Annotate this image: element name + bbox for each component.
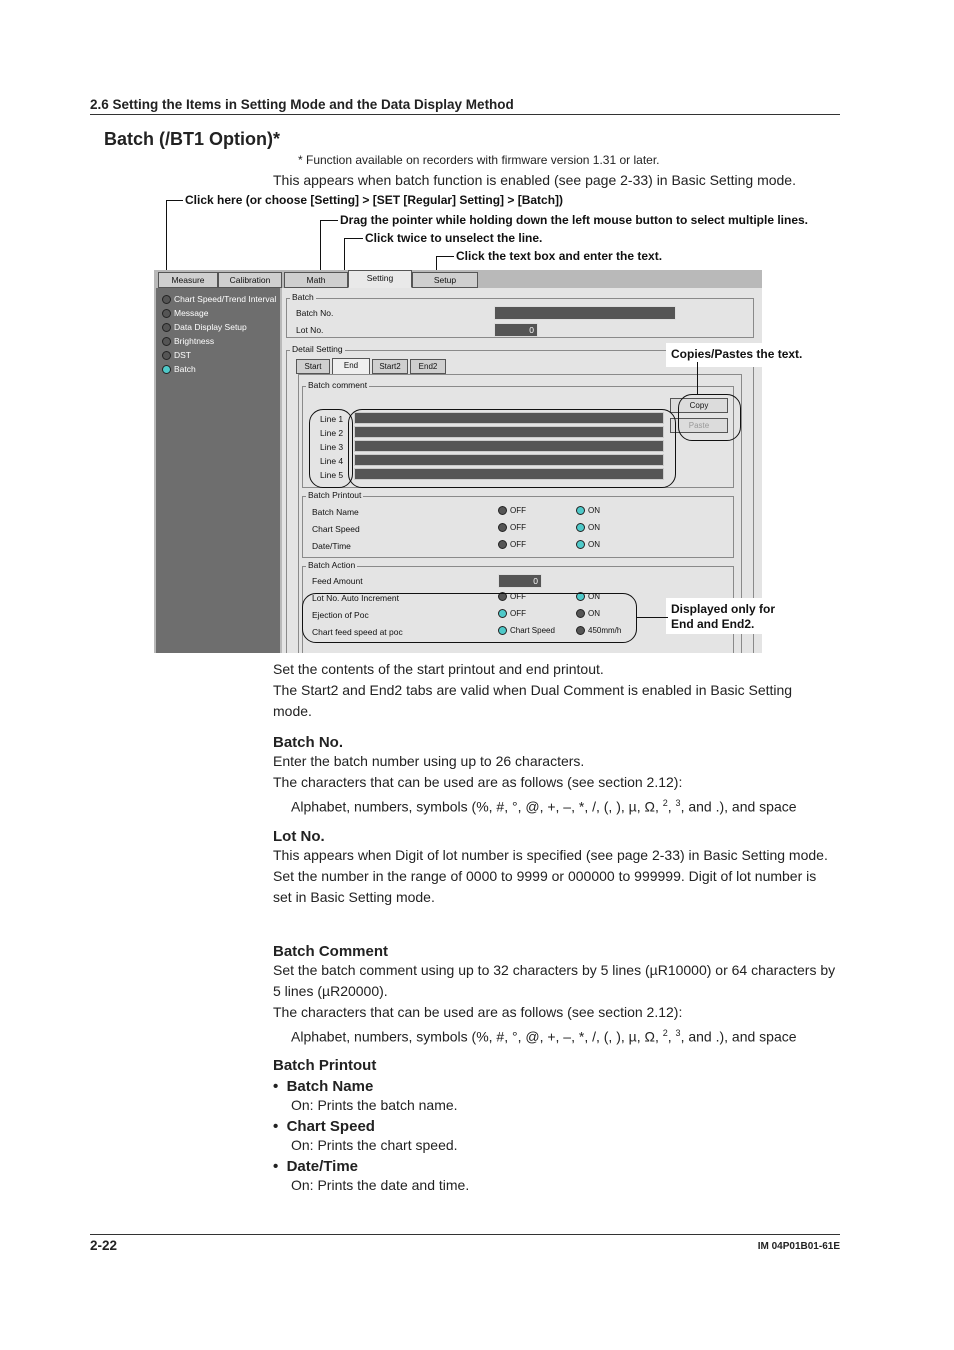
bullet-date-time-desc: On: Prints the date and time. xyxy=(291,1177,470,1193)
batch-comment-heading: Batch Comment xyxy=(273,943,389,960)
lot-no-heading: Lot No. xyxy=(273,828,325,845)
tab-setting[interactable]: Setting xyxy=(348,270,412,288)
radio-icon xyxy=(162,295,171,304)
tab-setup[interactable]: Setup xyxy=(412,272,478,288)
radio-icon xyxy=(162,337,171,346)
callout-click-here: Click here (or choose [Setting] > [SET [Regular] Setting] > [Batch]) xyxy=(185,193,564,207)
lot-no-label: Lot No. xyxy=(296,325,324,335)
date-time-off-option[interactable]: OFF xyxy=(498,540,526,549)
callout-click-twice: Click twice to unselect the line. xyxy=(365,231,543,245)
action-group-title: Batch Action xyxy=(308,560,356,570)
radio-icon xyxy=(162,323,171,332)
action-row-label: Chart feed speed at poc xyxy=(312,627,403,637)
batch-name-on-option[interactable]: ON xyxy=(576,506,600,515)
detail-group-title: Detail Setting xyxy=(292,344,343,354)
action-row-label: Lot No. Auto Increment xyxy=(312,593,399,603)
feed-450-option[interactable]: 450mm/h xyxy=(576,626,621,635)
footnote: * Function available on recorders with firmware version 1.31 or later. xyxy=(298,153,660,167)
batch-no-p1: Enter the batch number using up to 26 characters. xyxy=(273,753,585,769)
paste-button[interactable]: Paste xyxy=(670,418,728,433)
auto-increment-on-option[interactable]: ON xyxy=(576,592,600,601)
radio-icon xyxy=(498,540,507,549)
document-id: IM 04P01B01-61E xyxy=(757,1241,840,1252)
lot-no-input[interactable]: 0 xyxy=(494,323,538,337)
end-only-highlight xyxy=(302,593,637,643)
printout-row-label: Date/Time xyxy=(312,541,351,551)
batch-name-off-option[interactable]: OFF xyxy=(498,506,526,515)
radio-icon xyxy=(498,523,507,532)
feed-amount-input[interactable]: 0 xyxy=(498,574,542,588)
page-number: 2-22 xyxy=(90,1238,118,1253)
tab-calibration[interactable]: Calibration xyxy=(218,272,282,288)
subtab-start2[interactable]: Start2 xyxy=(372,359,408,374)
desc-2: The Start2 and End2 tabs are valid when Dual Comment is enabled in Basic Setting mode. xyxy=(273,682,793,719)
subtab-end[interactable]: End xyxy=(332,358,370,375)
callout-click-text: Click the text box and enter the text. xyxy=(456,249,663,263)
header-rule xyxy=(90,114,840,115)
line-1-label[interactable]: Line 1 xyxy=(320,414,344,424)
feed-chart-speed-option[interactable]: Chart Speed xyxy=(498,626,555,635)
comment-group-title: Batch comment xyxy=(308,380,368,390)
lot-no-p1: This appears when Digit of lot number is specified (see page 2-33) in Basic Setting mode. xyxy=(273,847,828,863)
radio-icon xyxy=(162,351,171,360)
callout-drag: Drag the pointer while holding down the left mouse button to select multiple lines. xyxy=(340,213,809,227)
lines-highlight xyxy=(309,409,353,488)
sidebar-item-brightness[interactable]: Brightness xyxy=(162,336,214,346)
printout-row-label: Batch Name xyxy=(312,507,359,517)
footer-rule xyxy=(90,1234,840,1235)
ejection-on-option[interactable]: ON xyxy=(576,609,600,618)
batch-printout-heading: Batch Printout xyxy=(273,1057,377,1074)
copy-paste-highlight xyxy=(678,394,741,441)
tab-measure[interactable]: Measure xyxy=(158,272,218,288)
line-2-label[interactable]: Line 2 xyxy=(320,428,344,438)
auto-increment-off-option[interactable]: OFF xyxy=(498,592,526,601)
batch-comment-p1: Set the batch comment using up to 32 characters by 5 lines (µR10000) or 64 characters by 5 lines (µR20000). xyxy=(273,962,836,999)
feed-amount-label: Feed Amount xyxy=(312,576,363,586)
bullet-chart-speed: • Chart Speed xyxy=(273,1118,375,1135)
batch-comment-p3: Alphabet, numbers, symbols (%, #, °, @, +, –, *, /, (, ), µ, Ω, $^2$, $^3$, and .), and space xyxy=(291,1028,797,1045)
bullet-date-time: • Date/Time xyxy=(273,1158,359,1175)
sidebar-item-batch[interactable]: Batch xyxy=(162,364,196,374)
callout-copies: Copies/Pastes the text. xyxy=(671,347,803,361)
batch-no-label: Batch No. xyxy=(296,308,334,318)
radio-selected-icon xyxy=(576,540,585,549)
chart-speed-on-option[interactable]: ON xyxy=(576,523,600,532)
batch-no-p3: Alphabet, numbers, symbols (%, #, °, @, +, –, *, /, (, ), µ, Ω, $^2$, $^3$, and .), and space xyxy=(291,798,797,815)
subtab-end2[interactable]: End2 xyxy=(410,359,446,374)
radio-selected-icon xyxy=(576,506,585,515)
radio-icon xyxy=(498,506,507,515)
sidebar-item-message[interactable]: Message xyxy=(162,308,209,318)
date-time-on-option[interactable]: ON xyxy=(576,540,600,549)
printout-row-label: Chart Speed xyxy=(312,524,360,534)
sidebar xyxy=(156,288,280,653)
lot-no-p2: Set the number in the range of 0000 to 9999 or 000000 to 999999. Digit of lot number is set in Basic Setting mode. xyxy=(273,868,817,905)
batch-group-title: Batch xyxy=(292,292,314,302)
batch-no-p2: The characters that can be used are as follows (see section 2.12): xyxy=(273,774,683,790)
bullet-batch-name-desc: On: Prints the batch name. xyxy=(291,1097,458,1113)
desc-1: Set the contents of the start printout and end printout. xyxy=(273,661,604,677)
bullet-chart-speed-desc: On: Prints the chart speed. xyxy=(291,1137,458,1153)
line-3-label[interactable]: Line 3 xyxy=(320,442,344,452)
subtab-start[interactable]: Start xyxy=(296,359,330,374)
radio-selected-icon xyxy=(162,365,171,374)
section-header: 2.6 Setting the Items in Setting Mode and the Data Display Method xyxy=(90,97,514,112)
action-row-label: Ejection of Poc xyxy=(312,610,369,620)
line-4-label[interactable]: Line 4 xyxy=(320,456,344,466)
sidebar-item-dst[interactable]: DST xyxy=(162,350,191,360)
intro-text: This appears when batch function is enabled (see page 2-33) in Basic Setting mode. xyxy=(273,172,796,188)
line-5-label[interactable]: Line 5 xyxy=(320,470,344,480)
radio-selected-icon xyxy=(576,523,585,532)
batch-no-heading: Batch No. xyxy=(273,734,344,751)
page-title: Batch (/BT1 Option)* xyxy=(104,129,280,149)
bullet-batch-name: • Batch Name xyxy=(273,1078,374,1095)
callout-displayed-only-1: Displayed only for xyxy=(671,602,776,616)
sidebar-item-chart-speed[interactable]: Chart Speed/Trend Interval xyxy=(162,294,276,304)
sidebar-item-data-display[interactable]: Data Display Setup xyxy=(162,322,247,332)
radio-icon xyxy=(162,309,171,318)
tab-math[interactable]: Math xyxy=(284,272,348,288)
batch-comment-p2: The characters that can be used are as follows (see section 2.12): xyxy=(273,1004,683,1020)
chart-speed-off-option[interactable]: OFF xyxy=(498,523,526,532)
copy-button[interactable]: Copy xyxy=(670,398,728,413)
printout-group-title: Batch Printout xyxy=(308,490,362,500)
ejection-off-option[interactable]: OFF xyxy=(498,609,526,618)
callout-displayed-only-2: End and End2. xyxy=(671,617,755,631)
textbox-highlight xyxy=(348,409,676,488)
batch-no-input[interactable] xyxy=(494,306,676,320)
